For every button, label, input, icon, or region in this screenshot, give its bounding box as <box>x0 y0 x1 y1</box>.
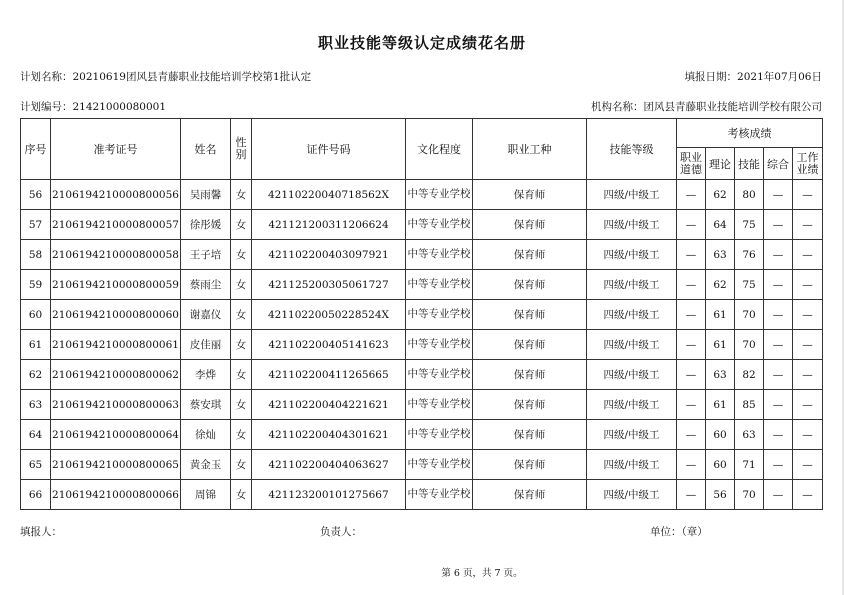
id-number-cell: 421102200405141623 <box>252 330 406 360</box>
footer-responsible: 负责人： <box>320 526 362 538</box>
skill-level-cell: 四级/中级工 <box>587 390 677 420</box>
theory-cell: 64 <box>706 210 735 240</box>
ethics-cell: — <box>677 240 706 270</box>
occupation-cell: 保育师 <box>473 300 587 330</box>
theory-cell: 60 <box>706 420 735 450</box>
name-cell: 徐彤媛 <box>181 210 231 240</box>
seq-cell: 56 <box>21 180 51 210</box>
theory-cell: 62 <box>706 180 735 210</box>
name-cell: 蔡安琪 <box>181 390 231 420</box>
education-cell: 中等专业学校 <box>406 330 473 360</box>
skill-level-cell: 四级/中级工 <box>587 210 677 240</box>
table-row <box>21 420 823 450</box>
exam-no-cell: 2106194210000800065 <box>51 450 181 480</box>
skill-cell: 85 <box>735 390 764 420</box>
theory-cell: 63 <box>706 240 735 270</box>
name-cell: 周锦 <box>181 480 231 510</box>
gender-cell: 女 <box>231 360 252 390</box>
education-cell: 中等专业学校 <box>406 390 473 420</box>
header-performance: 工作业绩 <box>793 148 823 180</box>
id-number-cell: 42110220040718562X <box>252 180 406 210</box>
skill-cell: 70 <box>735 480 764 510</box>
id-number-cell: 421102200404063627 <box>252 450 406 480</box>
skill-level-cell: 四级/中级工 <box>587 450 677 480</box>
roster-body <box>21 180 823 510</box>
overall-cell: — <box>764 210 793 240</box>
gender-cell: 女 <box>231 300 252 330</box>
overall-cell: — <box>764 330 793 360</box>
plan-number: 计划编号：21421000080001 <box>20 101 167 113</box>
header-theory: 理论 <box>706 148 735 180</box>
skill-level-cell: 四级/中级工 <box>587 240 677 270</box>
gender-cell: 女 <box>231 390 252 420</box>
overall-cell: — <box>764 420 793 450</box>
occupation-cell: 保育师 <box>473 270 587 300</box>
plan-name: 计划名称：20210619团风县青藤职业技能培训学校第1批认定 <box>20 71 312 83</box>
name-cell: 王子培 <box>181 240 231 270</box>
performance-cell: — <box>793 390 823 420</box>
seq-cell: 60 <box>21 300 51 330</box>
seq-cell: 59 <box>21 270 51 300</box>
education-cell: 中等专业学校 <box>406 180 473 210</box>
ethics-cell: — <box>677 330 706 360</box>
education-cell: 中等专业学校 <box>406 420 473 450</box>
name-cell: 吴雨馨 <box>181 180 231 210</box>
gender-cell: 女 <box>231 450 252 480</box>
skill-cell: 76 <box>735 240 764 270</box>
id-number-cell: 421102200404301621 <box>252 420 406 450</box>
exam-no-cell: 2106194210000800062 <box>51 360 181 390</box>
ethics-cell: — <box>677 270 706 300</box>
performance-cell: — <box>793 270 823 300</box>
skill-cell: 63 <box>735 420 764 450</box>
exam-no-cell: 2106194210000800057 <box>51 210 181 240</box>
name-cell: 黄金玉 <box>181 450 231 480</box>
overall-cell: — <box>764 180 793 210</box>
overall-cell: — <box>764 300 793 330</box>
performance-cell: — <box>793 450 823 480</box>
occupation-cell: 保育师 <box>473 480 587 510</box>
header-occupation: 职业工种 <box>473 119 587 180</box>
ethics-cell: — <box>677 390 706 420</box>
exam-no-cell: 2106194210000800059 <box>51 270 181 300</box>
education-cell: 中等专业学校 <box>406 240 473 270</box>
education-cell: 中等专业学校 <box>406 270 473 300</box>
id-number-cell: 421123200101275667 <box>252 480 406 510</box>
occupation-cell: 保育师 <box>473 420 587 450</box>
skill-level-cell: 四级/中级工 <box>587 420 677 450</box>
exam-no-cell: 2106194210000800064 <box>51 420 181 450</box>
gender-cell: 女 <box>231 330 252 360</box>
header-assessment: 考核成绩 <box>677 119 823 148</box>
table-row <box>21 480 823 510</box>
exam-no-cell: 2106194210000800058 <box>51 240 181 270</box>
table-row <box>21 270 823 300</box>
gender-cell: 女 <box>231 420 252 450</box>
education-cell: 中等专业学校 <box>406 360 473 390</box>
id-number-cell: 421102200404221621 <box>252 390 406 420</box>
occupation-cell: 保育师 <box>473 240 587 270</box>
page-number: 第 6 页，共 7 页。 <box>441 568 523 579</box>
header-skill: 技能 <box>735 148 764 180</box>
seq-cell: 62 <box>21 360 51 390</box>
exam-no-cell: 2106194210000800063 <box>51 390 181 420</box>
occupation-cell: 保育师 <box>473 330 587 360</box>
id-number-cell: 421125200305061727 <box>252 270 406 300</box>
header-seq: 序号 <box>21 119 51 180</box>
theory-cell: 61 <box>706 390 735 420</box>
ethics-cell: — <box>677 300 706 330</box>
ethics-cell: — <box>677 360 706 390</box>
header-name: 姓名 <box>181 119 231 180</box>
organization-name: 机构名称：团风县青藤职业技能培训学校有限公司 <box>591 101 822 113</box>
overall-cell: — <box>764 480 793 510</box>
table-row <box>21 330 823 360</box>
education-cell: 中等专业学校 <box>406 450 473 480</box>
occupation-cell: 保育师 <box>473 180 587 210</box>
education-cell: 中等专业学校 <box>406 480 473 510</box>
gender-cell: 女 <box>231 210 252 240</box>
seq-cell: 57 <box>21 210 51 240</box>
gender-cell: 女 <box>231 270 252 300</box>
header-gender: 性别 <box>231 119 252 180</box>
theory-cell: 61 <box>706 330 735 360</box>
exam-no-cell: 2106194210000800056 <box>51 180 181 210</box>
education-cell: 中等专业学校 <box>406 210 473 240</box>
seq-cell: 58 <box>21 240 51 270</box>
seq-cell: 63 <box>21 390 51 420</box>
seq-cell: 65 <box>21 450 51 480</box>
footer-filler: 填报人： <box>20 526 62 538</box>
skill-level-cell: 四级/中级工 <box>587 360 677 390</box>
overall-cell: — <box>764 450 793 480</box>
header-ethics: 职业道德 <box>677 148 706 180</box>
footer-unit: 单位：（章） <box>650 526 708 538</box>
ethics-cell: — <box>677 210 706 240</box>
performance-cell: — <box>793 330 823 360</box>
seq-cell: 64 <box>21 420 51 450</box>
performance-cell: — <box>793 240 823 270</box>
table-row <box>21 180 823 210</box>
name-cell: 李烨 <box>181 360 231 390</box>
theory-cell: 62 <box>706 270 735 300</box>
occupation-cell: 保育师 <box>473 450 587 480</box>
gender-cell: 女 <box>231 480 252 510</box>
theory-cell: 56 <box>706 480 735 510</box>
overall-cell: — <box>764 270 793 300</box>
skill-cell: 82 <box>735 360 764 390</box>
theory-cell: 61 <box>706 300 735 330</box>
gender-cell: 女 <box>231 240 252 270</box>
performance-cell: — <box>793 480 823 510</box>
performance-cell: — <box>793 360 823 390</box>
header-id-number: 证件号码 <box>252 119 406 180</box>
performance-cell: — <box>793 420 823 450</box>
header-exam-no: 准考证号 <box>51 119 181 180</box>
table-row <box>21 360 823 390</box>
exam-no-cell: 2106194210000800060 <box>51 300 181 330</box>
occupation-cell: 保育师 <box>473 390 587 420</box>
skill-cell: 71 <box>735 450 764 480</box>
table-row <box>21 450 823 480</box>
ethics-cell: — <box>677 450 706 480</box>
occupation-cell: 保育师 <box>473 360 587 390</box>
skill-level-cell: 四级/中级工 <box>587 180 677 210</box>
score-roster-table <box>20 118 823 510</box>
id-number-cell: 421102200411265665 <box>252 360 406 390</box>
seq-cell: 61 <box>21 330 51 360</box>
table-row <box>21 240 823 270</box>
theory-cell: 63 <box>706 360 735 390</box>
table-row <box>21 300 823 330</box>
skill-level-cell: 四级/中级工 <box>587 330 677 360</box>
skill-level-cell: 四级/中级工 <box>587 480 677 510</box>
overall-cell: — <box>764 240 793 270</box>
skill-cell: 70 <box>735 300 764 330</box>
table-row <box>21 210 823 240</box>
document-title: 职业技能等级认定成绩花名册 <box>317 34 526 52</box>
report-date: 填报日期：2021年07月06日 <box>684 71 822 83</box>
theory-cell: 60 <box>706 450 735 480</box>
skill-level-cell: 四级/中级工 <box>587 270 677 300</box>
performance-cell: — <box>793 210 823 240</box>
skill-level-cell: 四级/中级工 <box>587 300 677 330</box>
exam-no-cell: 2106194210000800066 <box>51 480 181 510</box>
header-skill-level: 技能等级 <box>587 119 677 180</box>
seq-cell: 66 <box>21 480 51 510</box>
overall-cell: — <box>764 360 793 390</box>
name-cell: 蔡雨尘 <box>181 270 231 300</box>
ethics-cell: — <box>677 480 706 510</box>
skill-cell: 75 <box>735 270 764 300</box>
name-cell: 皮佳丽 <box>181 330 231 360</box>
skill-cell: 70 <box>735 330 764 360</box>
skill-cell: 75 <box>735 210 764 240</box>
exam-no-cell: 2106194210000800061 <box>51 330 181 360</box>
skill-cell: 80 <box>735 180 764 210</box>
id-number-cell: 421121200311206624 <box>252 210 406 240</box>
gender-cell: 女 <box>231 180 252 210</box>
id-number-cell: 42110220050228524X <box>252 300 406 330</box>
ethics-cell: — <box>677 420 706 450</box>
name-cell: 谢嘉仪 <box>181 300 231 330</box>
header-overall: 综合 <box>764 148 793 180</box>
name-cell: 徐灿 <box>181 420 231 450</box>
overall-cell: — <box>764 390 793 420</box>
occupation-cell: 保育师 <box>473 210 587 240</box>
performance-cell: — <box>793 180 823 210</box>
table-row <box>21 390 823 420</box>
ethics-cell: — <box>677 180 706 210</box>
education-cell: 中等专业学校 <box>406 300 473 330</box>
performance-cell: — <box>793 300 823 330</box>
header-education: 文化程度 <box>406 119 473 180</box>
id-number-cell: 421102200403097921 <box>252 240 406 270</box>
